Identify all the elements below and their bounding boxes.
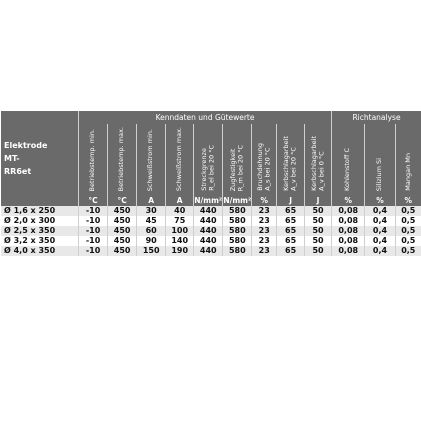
- column-header-label: Betriebstemp. max.: [117, 126, 126, 191]
- table-cell: -10: [79, 226, 108, 236]
- table-cell: 40: [166, 206, 194, 216]
- electrode-spec-table: [1, 111, 421, 256]
- table-cell: 0,08: [332, 246, 365, 256]
- table-row: [1, 226, 421, 236]
- row-label: Ø 2,0 x 300: [1, 216, 79, 226]
- row-label: Ø 3,2 x 350: [1, 236, 79, 246]
- table-cell: 440: [194, 206, 223, 216]
- column-header: [223, 124, 252, 195]
- table-cell: 45: [137, 216, 166, 226]
- column-header-label: Schweißstrom max.: [174, 126, 183, 191]
- unit-cell: N/mm²: [223, 196, 252, 205]
- table-cell: 450: [108, 246, 137, 256]
- column-header: [332, 124, 365, 195]
- table-cell: 450: [108, 236, 137, 246]
- table-cell: 0,5: [395, 246, 421, 256]
- column-header-label: Kohlenstoff C: [343, 148, 352, 191]
- column-header: [194, 124, 223, 195]
- table-cell: -10: [79, 246, 108, 256]
- unit-cell: %: [252, 195, 277, 206]
- column-header-label: Zugfestigkeit R_m bei 20 °C: [228, 144, 245, 191]
- column-header-label: Mangan Mn: [403, 153, 412, 191]
- table-row: [1, 246, 421, 256]
- table-cell: 65: [277, 206, 305, 216]
- column-header-label: Silizium Si: [375, 157, 384, 191]
- table-cell: 580: [223, 226, 252, 236]
- table-cell: 30: [137, 206, 166, 216]
- table-cell: 440: [194, 226, 223, 236]
- column-header-label: Kerbschlagarbeit A_v bei 0 °C: [309, 136, 326, 191]
- column-header-label: Schweißstrom min.: [146, 128, 155, 191]
- column-header: [365, 124, 395, 195]
- row-label: Ø 4,0 x 350: [1, 246, 79, 256]
- column-header: [252, 124, 277, 195]
- table-cell: 580: [223, 206, 252, 216]
- table-cell: 0,08: [332, 216, 365, 226]
- table-cell: 440: [194, 236, 223, 246]
- table-cell: 23: [252, 226, 277, 236]
- table-cell: 50: [305, 216, 332, 226]
- table-cell: 150: [137, 246, 166, 256]
- column-header: [395, 124, 421, 195]
- column-header-label: Betriebstemp. min.: [88, 128, 97, 191]
- table-cell: -10: [79, 216, 108, 226]
- table-cell: 450: [108, 226, 137, 236]
- column-header-label: Kerbschlagarbeit A_v bei 20 °C: [282, 136, 298, 191]
- column-header-label: Bruchdehnung A_s bei 20 °C: [255, 143, 272, 191]
- table-cell: 50: [305, 236, 332, 246]
- table-cell: 140: [166, 236, 194, 246]
- table-cell: 90: [137, 236, 166, 246]
- group-header-kenndaten: Kenndaten und Gütewerte: [79, 111, 332, 124]
- column-header: [137, 124, 166, 195]
- table-cell: 0,4: [365, 216, 395, 226]
- table-cell: 0,5: [395, 206, 421, 216]
- table-cell: 65: [277, 216, 305, 226]
- table-cell: 50: [305, 226, 332, 236]
- table-cell: 65: [277, 236, 305, 246]
- table-cell: 23: [252, 216, 277, 226]
- table-cell: 65: [277, 226, 305, 236]
- table-row: [1, 216, 421, 226]
- unit-cell: A: [137, 195, 166, 206]
- table-row: [1, 206, 421, 216]
- table-cell: 0,4: [365, 246, 395, 256]
- table-cell: 190: [166, 246, 194, 256]
- table-cell: 580: [223, 236, 252, 246]
- group-header-richtanalyse: Richtanalyse: [332, 111, 421, 124]
- table-cell: 440: [194, 216, 223, 226]
- table-cell: 0,4: [365, 206, 395, 216]
- unit-cell: °C: [108, 195, 137, 206]
- table-cell: 65: [277, 246, 305, 256]
- table-cell: 0,08: [332, 226, 365, 236]
- table-cell: -10: [79, 236, 108, 246]
- column-header: [277, 124, 305, 195]
- table-cell: 0,5: [395, 216, 421, 226]
- unit-cell: %: [332, 195, 365, 206]
- table-cell: 0,4: [365, 236, 395, 246]
- column-header: [166, 124, 194, 195]
- unit-cell: N/mm²: [194, 196, 223, 205]
- column-header: [108, 124, 137, 195]
- unit-cell: °C: [79, 195, 108, 206]
- table-cell: 60: [137, 226, 166, 236]
- table-cell: 440: [194, 246, 223, 256]
- column-header: [79, 124, 108, 195]
- table-cell: 100: [166, 226, 194, 236]
- table-cell: 23: [252, 236, 277, 246]
- table-cell: 0,5: [395, 236, 421, 246]
- unit-cell: %: [365, 195, 395, 206]
- table-cell: 23: [252, 246, 277, 256]
- unit-cell: %: [395, 195, 421, 206]
- table-row: [1, 236, 421, 246]
- table-cell: 75: [166, 216, 194, 226]
- table-cell: 0,08: [332, 206, 365, 216]
- column-header: [305, 124, 332, 195]
- table-cell: 50: [305, 206, 332, 216]
- table-body: [1, 206, 421, 256]
- table-cell: 0,08: [332, 236, 365, 246]
- table-cell: 450: [108, 206, 137, 216]
- table-cell: 50: [305, 246, 332, 256]
- unit-cell: J: [277, 195, 305, 206]
- electrode-header: Elektrode MT- RR6et: [1, 111, 79, 206]
- row-label: Ø 1,6 x 250: [1, 206, 79, 216]
- unit-cell: J: [305, 195, 332, 206]
- unit-cell: A: [166, 195, 194, 206]
- table-cell: 450: [108, 216, 137, 226]
- table-cell: 23: [252, 206, 277, 216]
- table-cell: -10: [79, 206, 108, 216]
- table-cell: 580: [223, 246, 252, 256]
- row-label: Ø 2,5 x 350: [1, 226, 79, 236]
- table-cell: 0,4: [365, 226, 395, 236]
- column-header-label: Streckgrenze R_el bei 20 °C: [199, 145, 216, 191]
- table-cell: 0,5: [395, 226, 421, 236]
- table-cell: 580: [223, 216, 252, 226]
